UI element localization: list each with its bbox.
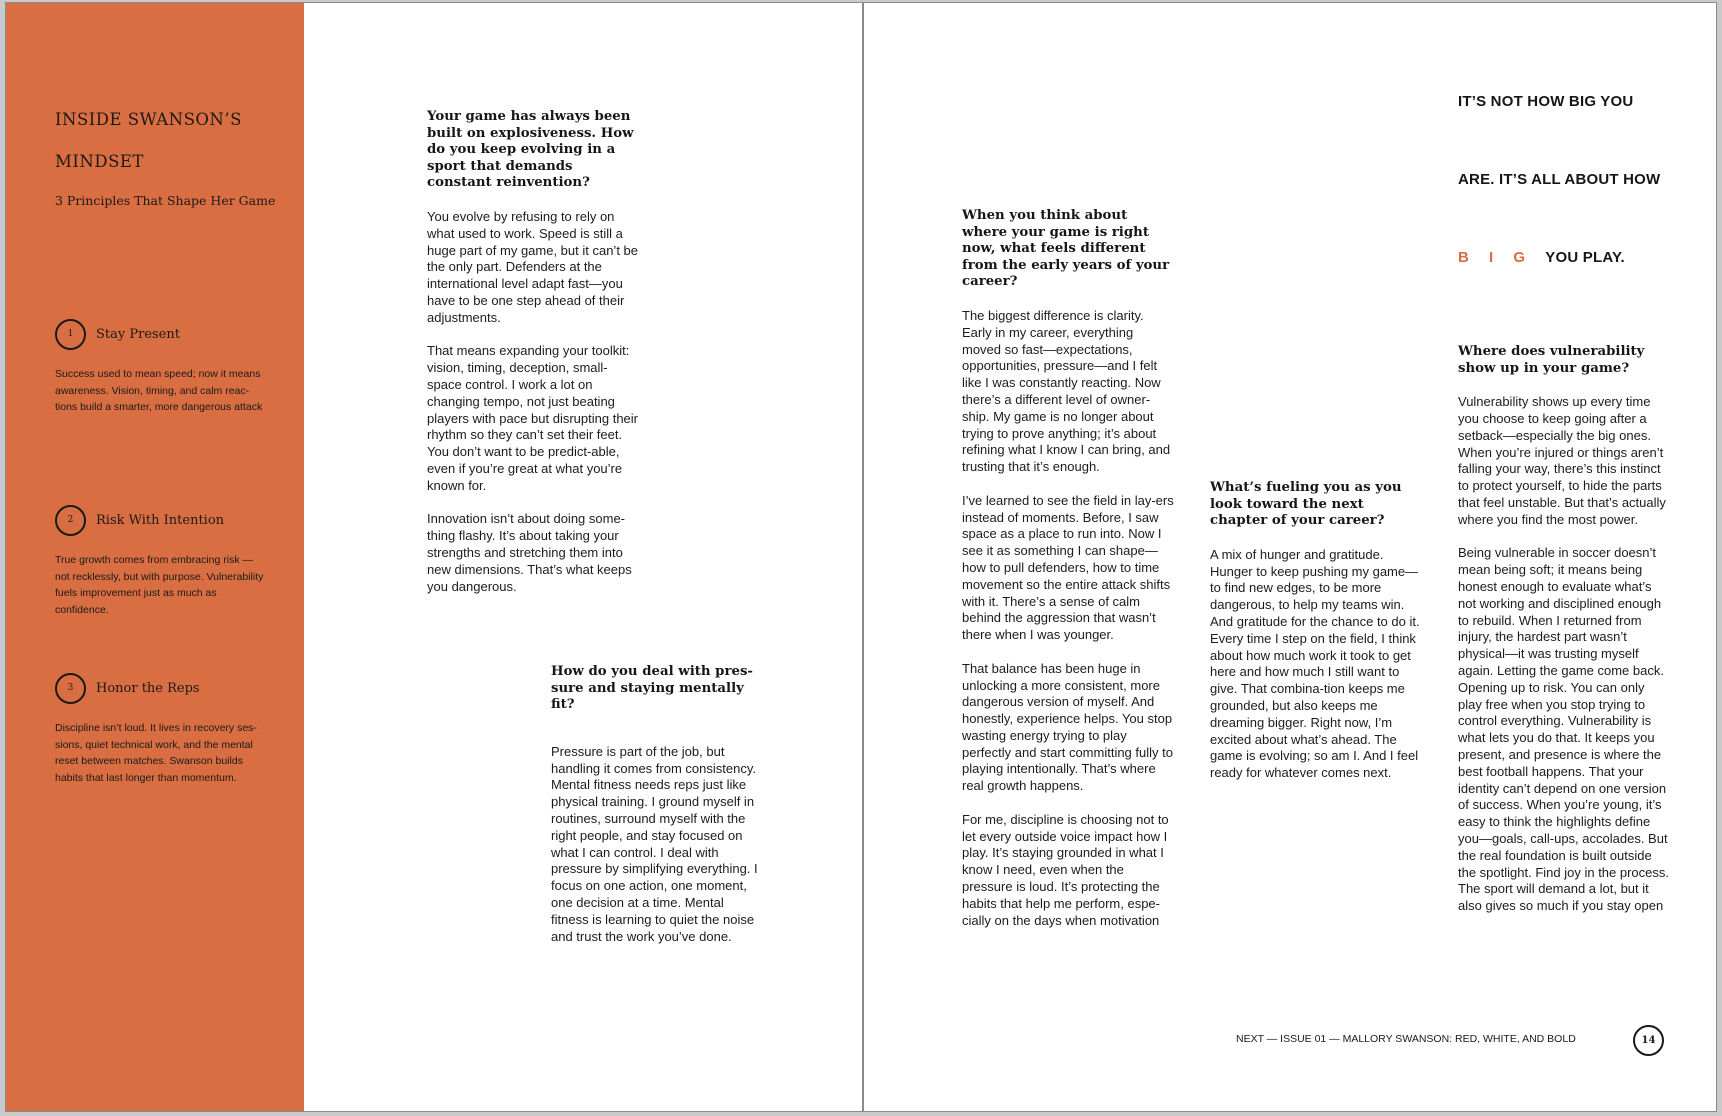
answer-paragraph: You evolve by refusing to rely on what used to work. Speed is still a huge part of my game, but it can’t be the only part. Defenders at the international level adapt fast—you have to be one step ahead of their adjustments.	[427, 208, 639, 325]
answer-paragraph: That means expanding your toolkit: vision, timing, deception, small-space control. I work a lot on changing tempo, not just beating players with pace but disrupting their rhythm so they can’t set their feet. You don’t want to be predict-able, even if you’re great at what you’re known for.	[427, 343, 639, 493]
running-footer: NEXT — ISSUE 01 — MALLORY SWANSON: RED, WHITE, AND BOLD	[1236, 1033, 1576, 1045]
accent-letter: I	[1489, 249, 1494, 266]
principle-number-badge: 1	[55, 319, 86, 350]
answer-body	[427, 209, 639, 595]
answer-paragraph: That balance has been huge in unlocking a more consistent, more dangerous version of myself. And honestly, experience helps. You stop wasting energy trying to play perfectly and start committing fully to playing intentionally. That’s where real growth happens.	[962, 660, 1173, 794]
left-page	[6, 3, 862, 1111]
sidebar-title: INSIDE SWANSON’S MINDSET	[55, 110, 242, 171]
pull-quote-rest: YOU PLAY.	[1545, 249, 1625, 266]
qa-vulnerability	[1458, 344, 1670, 915]
accent-letter: G	[1513, 249, 1526, 266]
answer-paragraph: Vulnerability shows up every time you choose to keep going after a setback—especially the big ones. When you’re injured or things aren’t falling your way, there’s this instinct to protect yourself, to hide the parts that feel unstable. But that’s actually where you find the most power.	[1458, 394, 1666, 527]
sidebar-panel	[6, 3, 304, 1111]
question-heading: Your game has always been built on explosiveness. How do you keep evolving in a sport that demands constant reinvention?	[427, 109, 634, 191]
principle-number-badge: 2	[55, 505, 86, 536]
answer-paragraph: I’ve learned to see the field in lay-ers instead of moments. Before, I saw space as a place to run into. Now I see it as something I can shape—how to pull defenders, how to time movement so the entire attack shifts with it. There’s a sense of calm behind the aggression that wasn’t there when I was younger.	[962, 492, 1174, 643]
answer-paragraph: For me, discipline is choosing not to let every outside voice impact how I play. It’s staying grounded in what I know I need, even when the pressure is loud. It’s protecting the habits that help me perform, espe-cially on the days when motivation	[962, 811, 1169, 928]
answer-body	[1210, 547, 1422, 782]
question-heading: Where does vulnerability show up in your game?	[1458, 344, 1645, 376]
page-number: 14	[1633, 1025, 1664, 1056]
principle-label: Stay Present	[96, 326, 180, 342]
qa-pressure	[551, 664, 763, 962]
pull-quote-line: IT’S NOT HOW BIG YOU	[1458, 93, 1634, 110]
pull-quote-line	[1458, 249, 1688, 327]
principle-body: Success used to mean speed; now it means awareness. Vision, timing, and calm reac-tions build a smarter, more dangerous attack	[55, 368, 263, 413]
right-page	[864, 3, 1716, 1111]
question-heading: When you think about where your game is right now, what feels different from the early years of your career?	[962, 208, 1170, 290]
principle-body: Discipline isn’t loud. It lives in recovery ses-sions, quiet technical work, and the mental reset between matches. Swanson builds habits that last longer than momentum.	[55, 722, 257, 784]
principle-3	[55, 670, 275, 786]
question-heading: What’s fueling you as you look toward the next chapter of your career?	[1210, 480, 1402, 529]
question-heading: How do you deal with pres-sure and staying mentally fit?	[551, 664, 753, 713]
answer-paragraph: The biggest difference is clarity. Early in my career, everything moved so fast—expectations, opportunities, pressure—and I felt like I was constantly reacting. Now there’s a different level of owner-ship. My game is no longer about trying to prove anything; it’s about refining what I know I can bring, and trusting that it’s enough.	[962, 307, 1171, 475]
principle-1	[55, 316, 275, 416]
answer-paragraph: A mix of hunger and gratitude. Hunger to keep pushing my game—to find new edges, to be more dangerous, to help my teams win. And gratitude for the chance to do it. Every time I step on the field, I think about how much work it took to get here and how much I still want to give. That combina-tion keeps me grounded, but also keeps me dreaming bigger. Right now, I’m excited about what’s ahead. The game is evolving; so am I. And I feel ready for whatever comes next.	[1210, 546, 1420, 781]
pull-quote	[1458, 93, 1688, 327]
qa-explosiveness	[427, 109, 639, 612]
answer-paragraph: Being vulnerable in soccer doesn’t mean being soft; it means being honest enough to evaluate what’s not working and disciplined enough to rebuild. When I returned from injury, the hardest part wasn’t physical—it was trusting myself again. Letting the game come back. Opening up to risk. You can only play free when you stop trying to control everything. Vulnerability is what lets you do that. It keeps you present, and presence is where the best football happens. That your identity can’t depend on one version of success. When you’re young, it’s easy to think the highlights define you—goals, call-ups, accolades. But the real foundation is built outside the spotlight. Find joy in the process. The sport will demand a lot, but it also gives so much if you stay open	[1458, 545, 1670, 914]
principle-label: Honor the Reps	[96, 680, 200, 696]
principle-2	[55, 502, 275, 618]
qa-career-difference	[962, 208, 1174, 929]
sidebar-subtitle: 3 Principles That Shape Her Game	[55, 193, 276, 208]
answer-body	[962, 308, 1174, 929]
principle-label: Risk With Intention	[96, 512, 225, 528]
principle-body: True growth comes from embracing risk — not recklessly, but with purpose. Vulnerability fuels improvement just as much as confidence.	[55, 554, 264, 616]
answer-paragraph: Pressure is part of the job, but handling it comes from consistency. Mental fitness needs reps just like physical training. I ground myself in routines, surround myself with the right people, and stay focused on what I can control. I deal with pressure by simplifying everything. I focus on one action, one moment, one decision at a time. Mental fitness is learning to quiet the noise and trust the work you’ve done.	[551, 743, 758, 944]
answer-body	[551, 744, 763, 946]
principle-number-badge: 3	[55, 673, 86, 704]
answer-body	[1458, 394, 1670, 915]
answer-paragraph: Innovation isn’t about doing some-thing flashy. It’s about taking your strengths and stretching them into new dimensions. That’s what keeps you dangerous.	[427, 511, 632, 594]
qa-next-chapter	[1210, 480, 1422, 799]
pull-quote-line: ARE. IT’S ALL ABOUT HOW	[1458, 171, 1661, 188]
accent-letter: B	[1458, 249, 1470, 266]
